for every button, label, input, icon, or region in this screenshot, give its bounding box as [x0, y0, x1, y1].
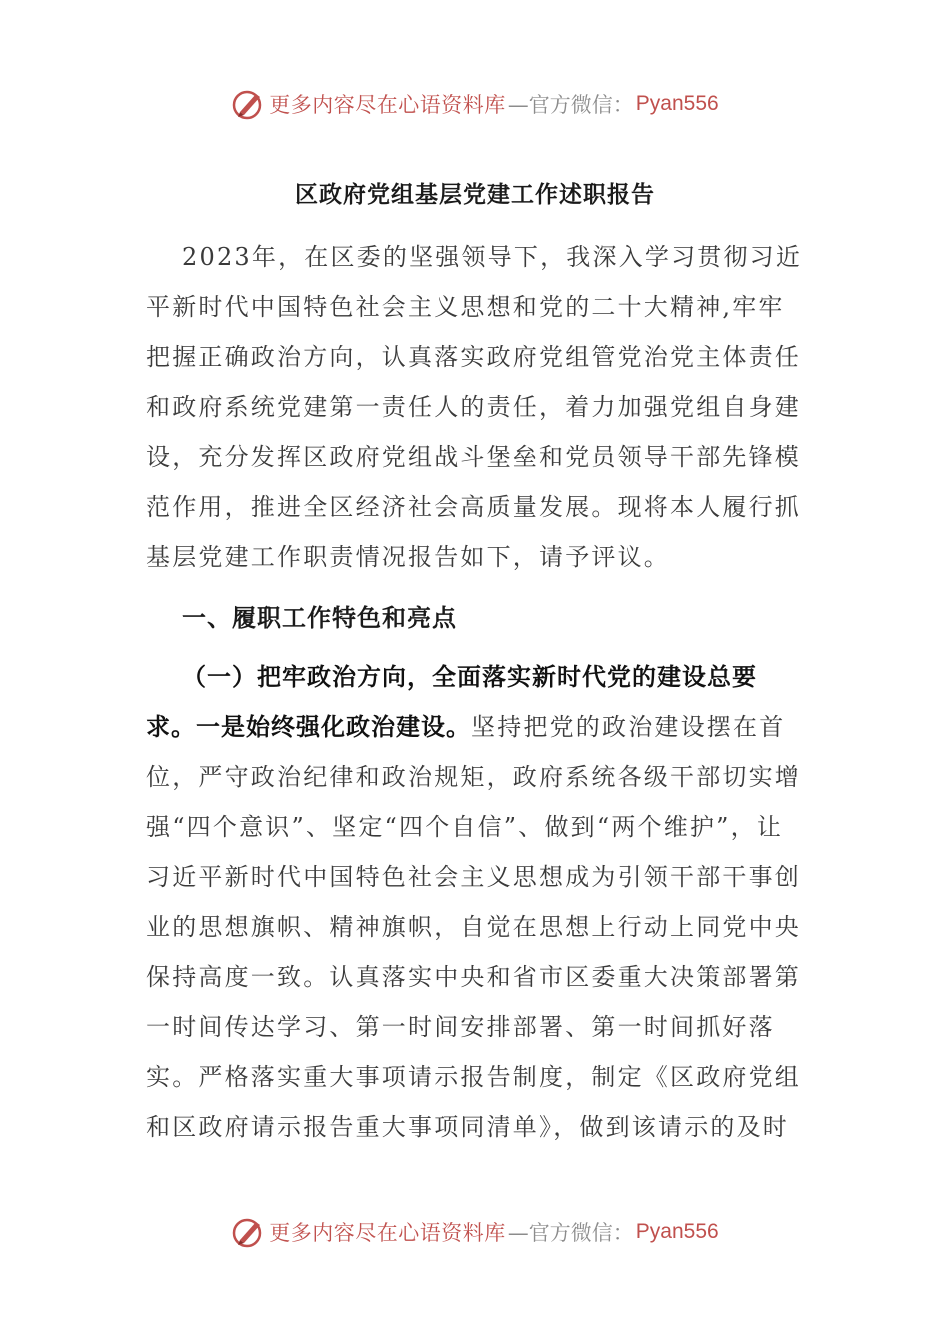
- subsection-body: 坚持把党的政治建设摆在首位，严守政治纪律和政治规矩，政府系统各级干部切实增强“四个意识”、坚定“四个自信”、做到“两个维护”，让习近平新时代中国特色社会主义思想成为引领干部干事创业的思想旗帜、精神旗帜，自觉在思想上行动上同党中央保持高度一致。认真落实中央和省市区委重大决策部署第一时间传达学习、第一时间安排部署、第一时间抓好落实。严格落实重大事项请示报告制度，制定《区政府党组和区政府请示报告重大事项同清单》，做到该请示的及时: [146, 713, 801, 1141]
- watermark-text: 更多内容尽在心语资料库: [269, 1221, 506, 1245]
- watermark-separator: —官方微信：: [507, 93, 634, 117]
- subsection-title: （一）把牢政治方向，全面落实新时代党的建设总要求。: [146, 662, 757, 741]
- watermark-id: Pyan556: [635, 1220, 719, 1243]
- intro-paragraph: [146, 232, 806, 582]
- pen-logo-icon: [231, 87, 265, 121]
- watermark-banner-bottom: [0, 1212, 950, 1252]
- section-heading: 一、履职工作特色和亮点: [182, 603, 457, 632]
- subsection-lead: 一是始终强化政治建设。: [196, 712, 471, 741]
- pen-logo-icon: [231, 1215, 265, 1249]
- intro-text: 2023年，在区委的坚强领导下，我深入学习贯彻习近平新时代中国特色社会主义思想和党的二十大精神,牢牢把握正确政治方向，认真落实政府党组管党治党主体责任和政府系统党建第一责任人的责任，着力加强党组自身建设，充分发挥区政府党组战斗堡垒和党员领导干部先锋模范作用，推进全区经济社会高质量发展。现将本人履行抓基层党建工作职责情况报告如下，请予评议。: [146, 243, 803, 571]
- document-title: 区政府党组基层党建工作述职报告: [295, 181, 655, 208]
- subsection-paragraph: [146, 652, 806, 1152]
- watermark-text: 更多内容尽在心语资料库: [269, 93, 506, 117]
- watermark-banner-top: [0, 84, 950, 124]
- watermark-id: Pyan556: [635, 92, 719, 115]
- watermark-separator: —官方微信：: [507, 1221, 634, 1245]
- subsection-block: [146, 652, 806, 1152]
